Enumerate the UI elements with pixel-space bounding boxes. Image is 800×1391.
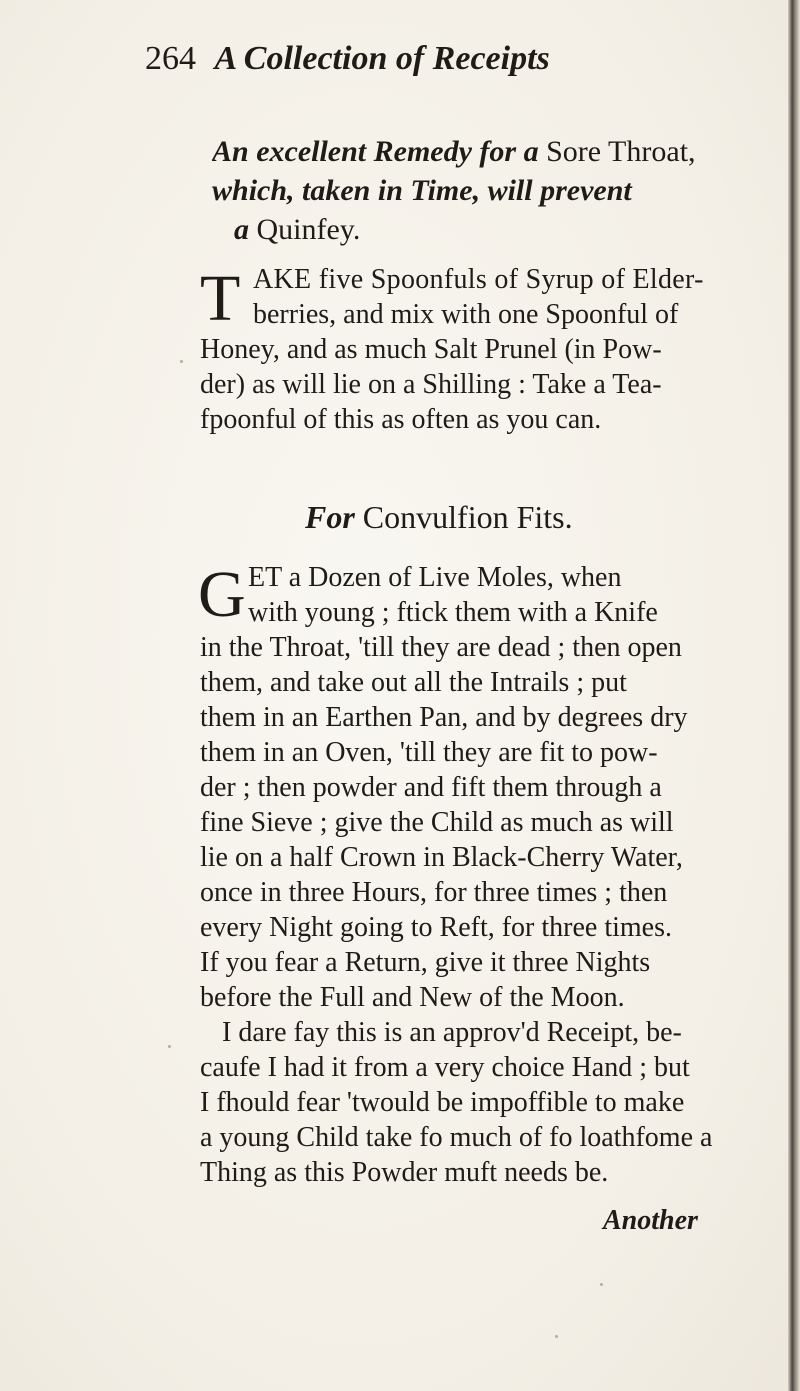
recipe-title-sore-throat [212,132,732,249]
recipe-title-line [212,210,732,249]
drop-cap: T [200,262,241,335]
body-line: Honey, and as much Salt Prunel (in Pow- [200,334,662,365]
body-line: AKE five Spoonfuls of Syrup of Elder- [253,264,704,295]
body-line: every Night going to Reft, for three times. [200,912,672,943]
body-line: der ; then powder and fift them through a [200,772,662,803]
title-roman-part: Convulfion Fits. [362,499,573,535]
body-line: berries, and mix with one Spoonful of [253,299,679,330]
recipe-title-line [212,132,732,171]
body-line: fpoonful of this as often as you can. [200,404,602,435]
title-italic-part: a [234,213,257,246]
body-line: them in an Earthen Pan, and by degrees dry [200,702,688,733]
recipe-body-sore-throat [200,262,720,437]
body-line: If you fear a Return, give it three Nights [200,947,651,978]
title-roman-part: Quinfey. [256,213,361,246]
body-line: Thing as this Powder muft needs be. [200,1157,609,1188]
title-italic-part: For [305,499,363,535]
body-line: them in an Oven, 'till they are fit to pow- [200,737,658,768]
body-line: I fhould fear 'twould be impoffible to make [200,1087,685,1118]
body-line: in the Throat, 'till they are dead ; then open [200,632,682,663]
body-line: lie on a half Crown in Black-Cherry Water, [200,842,683,873]
body-line: ET a Dozen of Live Moles, when [248,562,622,593]
paper-speck [168,1045,171,1048]
paper-speck [600,1283,603,1286]
title-italic-part: An excellent Remedy for a [212,135,547,168]
body-line: with young ; ftick them with a Knife [248,597,658,628]
paper-speck [555,1335,558,1338]
body-line: a young Child take fo much of fo loathfome a [200,1122,713,1153]
body-line: der) as will lie on a Shilling : Take a Tea- [200,369,662,400]
recipe-body-convulsion-fits [200,560,720,1190]
body-line: them, and take out all the Intrails ; put [200,667,627,698]
running-head [145,40,705,78]
page-number: 264 [145,40,196,77]
running-title: A Collection of Receipts [214,40,550,77]
title-roman-part: Sore Throat, [546,135,696,168]
body-line: I dare fay this is an approv'd Receipt, be- [222,1017,682,1048]
page-edge [788,0,800,1391]
body-line: fine Sieve ; give the Child as much as will [200,807,674,838]
recipe-title-convulsion-fits [305,500,800,535]
body-line: once in three Hours, for three times ; then [200,877,668,908]
recipe-title-line: which, taken in Time, will prevent [212,174,632,207]
body-line: before the Full and New of the Moon. [200,982,625,1013]
catchword: Another [603,1205,698,1236]
drop-cap: G [198,558,246,631]
body-line: caufe I had it from a very choice Hand ; but [200,1052,690,1083]
paper-speck [180,360,183,363]
